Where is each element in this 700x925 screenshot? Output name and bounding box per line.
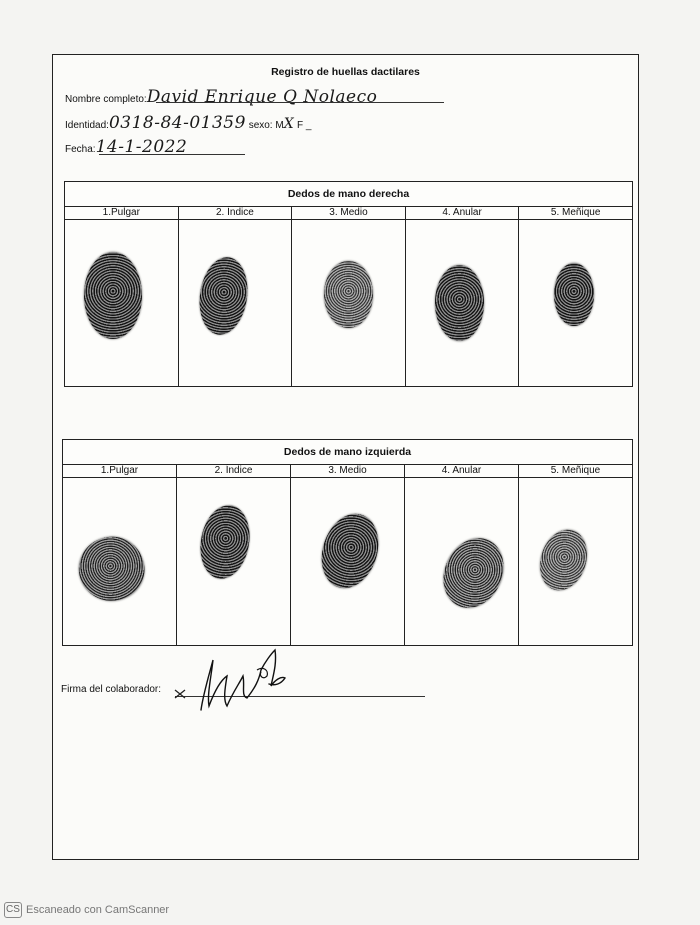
date-value: 14-1-2022	[95, 137, 188, 157]
name-field	[65, 87, 377, 107]
sex-label: sexo: M	[248, 120, 284, 131]
left-middle-cell	[291, 465, 405, 645]
name-value: David Enrique Q Nolaeco	[146, 87, 378, 107]
signature-drawing	[171, 640, 301, 720]
left-ring-cell	[405, 465, 519, 645]
sex-mark: X	[283, 116, 295, 132]
camscanner-icon: CS	[4, 902, 22, 918]
right-thumb-cell	[65, 207, 179, 386]
left-thumb-label: 1.Pulgar	[63, 465, 176, 478]
right-thumb-print	[84, 252, 142, 339]
right-hand-table	[64, 181, 633, 387]
right-index-print	[194, 254, 251, 338]
id-label: Identidad:	[65, 120, 109, 131]
right-middle-cell	[292, 207, 406, 386]
left-pinky-cell	[519, 465, 632, 645]
camscanner-watermark	[4, 902, 169, 918]
name-underline	[156, 102, 444, 103]
right-index-label: 2. Índice	[179, 207, 292, 220]
right-pinky-print	[554, 263, 594, 326]
right-pinky-label: 5. Meñique	[519, 207, 632, 220]
sex-f-label: F	[296, 120, 304, 131]
right-ring-print	[435, 265, 484, 341]
left-ring-label: 4. Anular	[405, 465, 518, 478]
left-hand-title: Dedos de mano izquierda	[63, 440, 632, 465]
left-pinky-label: 5. Meñique	[519, 465, 632, 478]
left-middle-label: 3. Medio	[291, 465, 404, 478]
id-field: Identidad:0318-84-01359 sexo: MX F _	[65, 113, 312, 133]
right-thumb-label: 1.Pulgar	[65, 207, 178, 220]
date-underline	[99, 154, 245, 155]
document-page	[52, 54, 639, 860]
id-value: 0318-84-01359	[108, 113, 246, 133]
left-thumb-print	[70, 528, 153, 610]
left-pinky-print	[533, 524, 595, 597]
signature-label: Firma del colaborador:	[61, 684, 162, 695]
right-pinky-cell	[519, 207, 632, 386]
left-middle-print	[313, 507, 388, 596]
camscanner-text: Escaneado con CamScanner	[26, 904, 170, 916]
left-thumb-cell	[63, 465, 177, 645]
right-middle-print	[324, 261, 373, 328]
right-ring-cell	[406, 207, 520, 386]
right-middle-label: 3. Medio	[292, 207, 405, 220]
name-label: Nombre completo:	[65, 94, 147, 105]
right-index-cell	[179, 207, 293, 386]
left-index-print	[195, 501, 255, 582]
right-ring-label: 4. Anular	[406, 207, 519, 220]
document-title: Registro de huellas dactilares	[271, 66, 420, 78]
date-label: Fecha:	[65, 144, 96, 155]
left-hand-table	[62, 439, 633, 646]
left-index-cell	[177, 465, 291, 645]
right-hand-title: Dedos de mano derecha	[65, 182, 632, 207]
left-index-label: 2. Índice	[177, 465, 290, 478]
left-ring-print	[432, 528, 514, 617]
